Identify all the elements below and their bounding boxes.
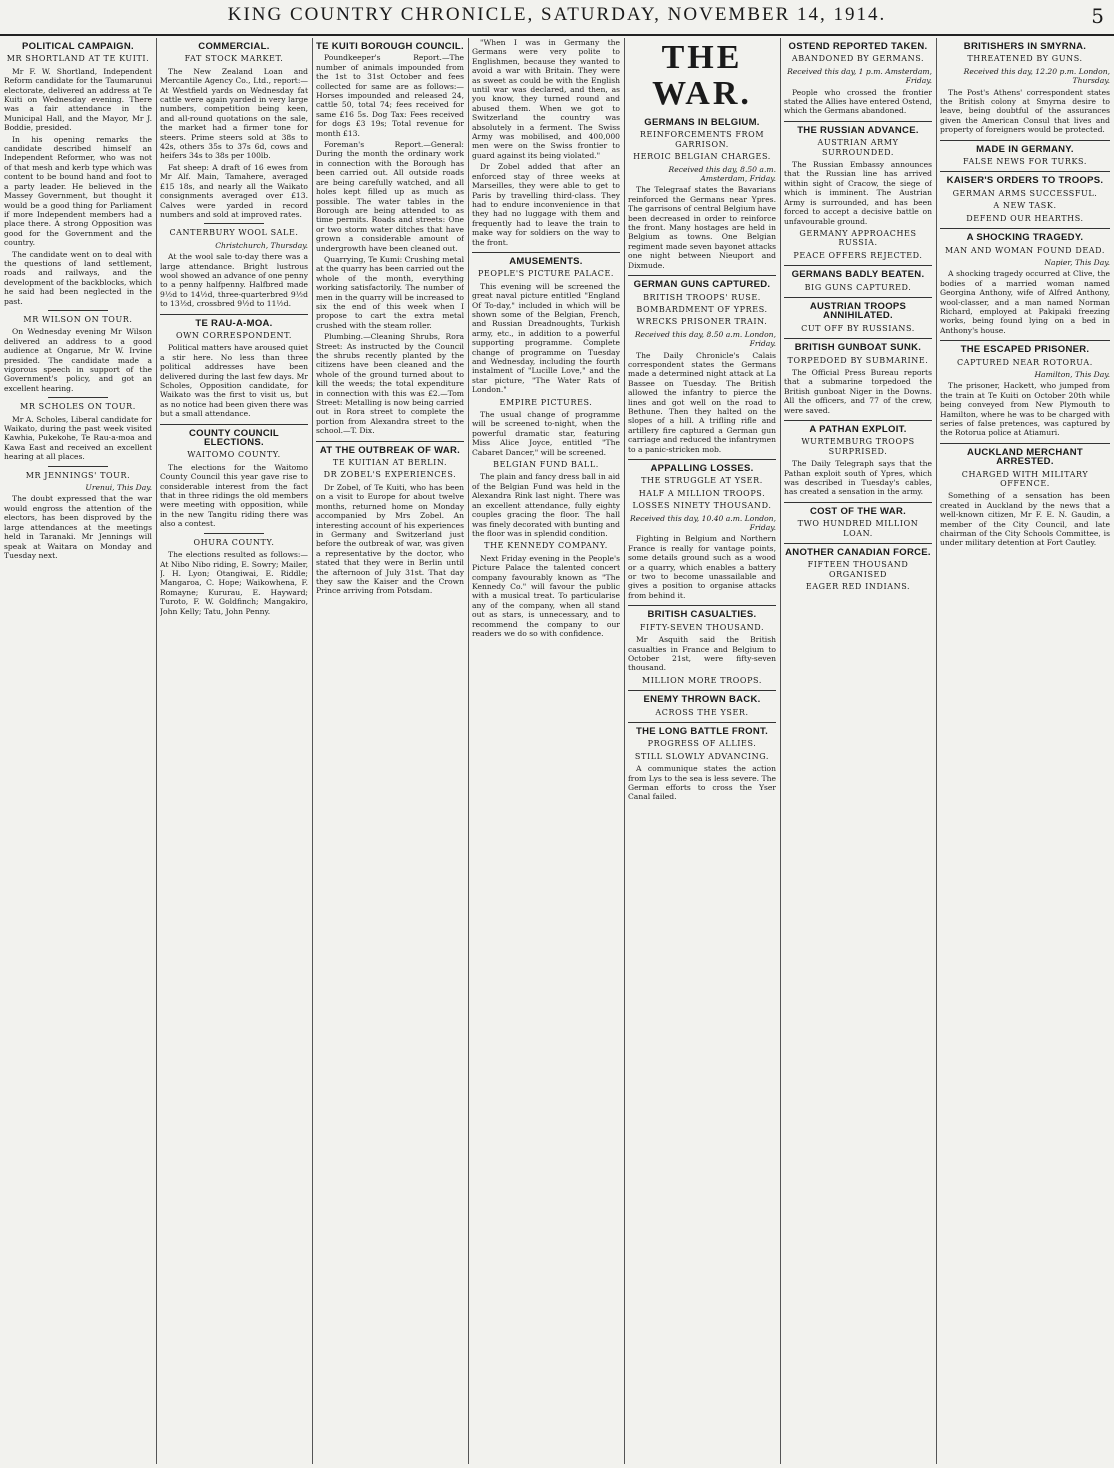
paragraph: A shocking tragedy occurred at Clive, the bodies of a married woman named Georgina Anthony, wife of Alfred Anthony, wool-classer, and a man named Norman Richard, employed at Pakipaki freezing works, being found lying on a bed in Anthony's house. <box>940 269 1110 335</box>
paragraph: The Post's Athens' correspondent states the British colony at Smyrna desire to leave, being doubtful of the assurances given the American Consul that lives and property of foreigners would be protected. <box>940 87 1110 135</box>
headline-pathan-exploit: A PATHAN EXPLOIT. <box>809 424 907 435</box>
divider <box>628 459 776 460</box>
subhead: FIFTY-SEVEN THOUSAND. <box>639 622 765 632</box>
paragraph: The New Zealand Loan and Mercantile Agency Co., Ltd., report:— At Westfield yards on Wednesday fat cattle were again yarded in very large numbers, competition being keen, and all-round quotations on the sale, the market had a firmer tone for steers. Prime steers sold at 38s to 42s, others 35s to 37s 6d, cows and heifers 34s to 38s per 100lb. <box>160 66 308 161</box>
dateline: Received this day, 8.50 a.m. London, Friday. <box>634 329 776 349</box>
headline-long-battle-front: THE LONG BATTLE FRONT. <box>635 725 769 737</box>
subhead: ACROSS THE YSER. <box>655 707 749 717</box>
subhead: FALSE NEWS FOR TURKS. <box>963 157 1087 167</box>
subhead: BELGIAN FUND BALL. <box>493 460 599 470</box>
subhead: FAT STOCK MARKET. <box>184 54 284 64</box>
paragraph: "When I was in Germany the Germans were very polite to Englishmen, because they wanted to avoid a war with Britain. They were as sweet as could be with the English until war was declared, and then, as you know, they turned round and abused them. When we got to Switzerland the country was absolutely in a ferment. The Swiss Army was mobilised, and 400,000 men were on the Swiss frontier to guard against its being violated." <box>472 38 620 160</box>
divider <box>160 314 308 315</box>
subhead: EMPIRE PICTURES. <box>499 397 593 407</box>
headline-political-campaign: POLITICAL CAMPAIGN. <box>22 41 134 52</box>
subhead: MR JENNINGS' TOUR. <box>25 470 131 480</box>
subhead: CAPTURED NEAR ROTORUA. <box>957 357 1093 367</box>
divider <box>48 310 107 311</box>
subhead: TE KUITIAN AT BERLIN. <box>332 458 448 468</box>
divider <box>784 297 932 298</box>
headline-german-guns-captured: GERMAN GUNS CAPTURED. <box>633 279 771 291</box>
paragraph: The plain and fancy dress ball in aid of the Belgian Fund was held in the Alexandra Rink last night. There was an excellent attendance, fully eighty couples gracing the floor. The hall was finely decorated with bunting and the floor was in splendid condition. <box>472 472 620 538</box>
column-3 <box>316 38 464 1464</box>
paragraph: Political matters have aroused quiet a stir here. No less than three political addresses have been delivered during the last few days. Mr Scholes, Opposition candidate, for Waikato was the first to visit us, but as no notice had been given there was but a small attendance. <box>160 343 308 419</box>
column-1 <box>4 38 152 1464</box>
divider <box>784 543 932 544</box>
subhead: PEOPLE'S PICTURE PALACE. <box>477 269 615 279</box>
headline-the-war: THE WAR. <box>652 39 752 112</box>
paragraph: Quarrying, Te Kumi: Crushing metal at the quarry has been carried out the whole of the month, everything working satisfactorily. The number of men in the quarry will be increased to six the end of this week when I propose to cart the extra metal crushed with the steam roller. <box>316 254 464 330</box>
divider <box>784 338 932 339</box>
divider <box>940 340 1110 341</box>
divider <box>784 265 932 266</box>
subhead: BRITISH TROOPS' RUSE. <box>643 292 761 302</box>
subhead: THE STRUGGLE AT YSER. <box>641 476 763 486</box>
divider <box>940 443 1110 444</box>
dateline: Received this day, 8.50 a.m. Amsterdam, Friday. <box>668 164 776 184</box>
subhead: REINFORCEMENTS FROM GARRISON. <box>639 130 765 149</box>
headline-escaped-prisoner: THE ESCAPED PRISONER. <box>960 344 1090 356</box>
divider <box>204 533 263 534</box>
paragraph: The Russian Embassy announces that the Russian line has arrived within sight of Cracow, the siege of which is imminent. The Austrian Army is surrounded, and has been forced to accept a decisive battle on unfavourable ground. <box>784 160 932 226</box>
headline-russian-advance: THE RUSSIAN ADVANCE. <box>797 124 919 136</box>
subhead: DEFEND OUR HEARTHS. <box>966 213 1084 223</box>
paragraph: On Wednesday evening Mr Wilson delivered an address to a good audience at Ongarue, Mr W. Irvine presided. The candidate made a vigorous speech in support of the Government's policy, and got an excellent hearing. <box>4 327 152 393</box>
paragraph: The elections for the Waitomo County Council this year gave rise to considerable interest from the fact that in three ridings the old members were meeting with opposition, while in the new Tangitu riding there was also a contest. <box>160 462 308 529</box>
newspaper-title: KING COUNTRY CHRONICLE, SATURDAY, NOVEMBER 14, 1914. <box>227 4 887 25</box>
subhead: OWN CORRESPONDENT. <box>175 330 293 340</box>
column-rule <box>156 38 157 1464</box>
divider <box>204 223 263 224</box>
subhead: OHURA COUNTY. <box>193 537 275 547</box>
subhead: HEROIC BELGIAN CHARGES. <box>633 152 771 162</box>
subhead: MAN AND WOMAN FOUND DEAD. <box>944 245 1106 255</box>
paragraph: Plumbing.—Cleaning Shrubs, Rora Street: As instructed by the Council the shrubs recently planted by the citizens have been cleaned and the whole of the ground turned about to kill the weeds; the total expenditure in connection with this was £2.—Tom Street: Metalling is now being carried out in Rora street to complete the portion from Alexandra street to the school.—T. Dix. <box>316 332 464 436</box>
subhead: WURTEMBURG TROOPS SURPRISED. <box>801 437 915 456</box>
divider <box>160 424 308 425</box>
headline-british-gunboat: BRITISH GUNBOAT SUNK. <box>794 342 922 354</box>
column-6 <box>784 38 932 1464</box>
subhead: MR SCHOLES ON TOUR. <box>20 402 136 412</box>
subhead: CANTERBURY WOOL SALE. <box>169 228 299 238</box>
paragraph: Fat sheep: A draft of 16 ewes from Mr Alf. Main, Tamahere, averaged £15 18s, and nearly all the Waikato consignments averaged over £13. Calves were yarded in record numbers and sold at improved rates. <box>160 162 308 219</box>
headline-borough-council: TE KUITI BOROUGH COUNCIL. <box>316 41 464 52</box>
paragraph: Poundkeeper's Report.—The number of animals impounded from the 1st to 31st October and fees collected for same are as follows:—Horses impounded and released 24, cattle 50, total 74; fees received for same £16 5s. Dog Tax: Fees received for dogs £3 19s; Total revenue for month £13. <box>316 53 464 138</box>
headline-cost-of-war: COST OF THE WAR. <box>809 505 907 517</box>
column-rule <box>780 38 781 1464</box>
column-rule <box>936 38 937 1464</box>
paragraph: People who crossed the frontier stated the Allies have entered Ostend, which the Germans abandoned. <box>784 87 932 116</box>
divider <box>472 252 620 253</box>
column-5 <box>628 38 776 1464</box>
divider <box>940 171 1110 172</box>
dateline: Received this day, 10.40 a.m. London, Friday. <box>630 513 776 533</box>
column-7 <box>940 38 1110 1464</box>
subhead: EAGER RED INDIANS. <box>805 582 911 592</box>
subhead: THREATENED BY GUNS. <box>967 54 1083 64</box>
dateline: Hamilton, This Day. <box>1034 369 1110 379</box>
subhead: ABANDONED BY GERMANS. <box>791 54 925 64</box>
headline-ostend-taken: OSTEND REPORTED TAKEN. <box>788 41 928 52</box>
headline-kaisers-orders: KAISER'S ORDERS TO TROOPS. <box>946 175 1104 187</box>
subhead: HALF A MILLION TROOPS. <box>638 488 766 498</box>
paragraph: At the wool sale to-day there was a large attendance. Bright lustrous wool showed an advance of one penny to a penny halfpenny. Halfbred made 9½d to 14½d, three-quarterbred 9½d to 13½d, crossbred 9½d to 11½d. <box>160 252 308 309</box>
paragraph: A communique states the action from Lys to the sea is less severe. The German efforts to cross the Yser Canal failed. <box>628 764 776 802</box>
headline-britishers-in-smyrna: BRITISHERS IN SMYRNA. <box>963 41 1087 52</box>
subhead: GERMANY APPROACHES RUSSIA. <box>799 228 917 248</box>
paragraph: The Daily Telegraph says that the Pathan exploit south of Ypres, which was described in Tuesday's cables, has created a sensation in the army. <box>784 459 932 497</box>
subhead: PEACE OFFERS REJECTED. <box>793 250 923 260</box>
paragraph: The candidate went on to deal with the questions of land settlement, roads and railways, and the development of the backblocks, which he said had been neglected in the past. <box>4 249 152 306</box>
subhead: AUSTRIAN ARMY SURROUNDED. <box>817 138 899 157</box>
column-rule <box>312 38 313 1464</box>
headline-amusements: AMUSEMENTS. <box>509 255 583 267</box>
divider <box>316 441 464 442</box>
headline-germans-badly-beaten: GERMANS BADLY BEATEN. <box>791 269 925 281</box>
dateline: Napier, This Day. <box>1044 257 1110 267</box>
subhead: MILLION MORE TROOPS. <box>642 675 762 685</box>
paragraph: In his opening remarks the candidate described himself an Independent Reformer, who was not of that mesh and kerb type which was content to be bound hand and foot to a party leader. He believed in the Massey Government, but thought it would be a good thing for Parliament if more Independent members had a place there. A strong Opposition was good for the Government and the country. <box>4 134 152 248</box>
paragraph: Dr Zobel added that after an enforced stay of three weeks at Marseilles, they were able to get to Paris by travelling third-class. They had to endure inconvenience in that they had no luggage with them and frequently had to leave the train to make way for soldiers on the way to the front. <box>472 162 620 247</box>
paragraph: This evening will be screened the great naval picture entitled "England Of To-day," included in which will be shown some of the Belgian, French, and Russian Dreadnoughts, Turkish army, etc., in addition to a powerful supporting programme. Complete change of programme on Tuesday and Wednesday, including the fourth instalment of "Lucille Love," and the star picture, "The Water Rats of London." <box>472 281 620 395</box>
divider <box>628 690 776 691</box>
divider <box>940 228 1110 229</box>
subhead: WRECKS PRISONER TRAIN. <box>636 317 768 327</box>
paragraph: Mr A. Scholes, Liberal candidate for Waikato, during the past week visited Kawhia, Pukekohe, Te Rau-a-moa and Kawa East and received an excellent hearing at all places. <box>4 414 152 462</box>
headline-enemy-thrown-back: ENEMY THROWN BACK. <box>643 694 761 706</box>
subhead: A NEW TASK. <box>993 201 1057 211</box>
subhead: PROGRESS OF ALLIES. <box>647 739 757 749</box>
subhead: MR WILSON ON TOUR. <box>23 314 133 324</box>
paragraph: Foreman's Report.—General: During the month the ordinary work in connection with the Borough has been carried out. All outside roads are being carefully watched, and all holes kept filled up as much as possible. The water tables in the Borough are being attended to as time permits. Roads and streets: One or two storm water ditches that have grown a considerable amount of undergrowth have been cleaned out. <box>316 140 464 253</box>
paragraph: Next Friday evening in the People's Picture Palace the talented concert company favourably known as "The Kennedy Co." will favour the public with a musical treat. To particularise any of the company, when all stand out as stars, is unnecessary, and to recommend the company to our readers we do so with confidence. <box>472 553 620 638</box>
divider <box>48 397 107 398</box>
paragraph: The elections resulted as follows:— At Nibo Nibo riding, E. Sowry; Mailer, J. H. Lyon; Otangiwai, E. Riddle; Mangaroa, C. Hope; Waikowhena, F. Romayne; Kururau, E. Hayward; Turoto, F. W. Goldfinch; Mangakiro, John Kelly; Tatu, John Penny. <box>160 550 308 616</box>
subhead: STILL SLOWLY ADVANCING. <box>634 751 770 761</box>
subhead: DR ZOBEL'S EXPERIENCES. <box>323 470 457 480</box>
column-2 <box>160 38 308 1464</box>
subhead: GERMAN ARMS SUCCESSFUL. <box>952 188 1098 198</box>
headline-british-casualties: BRITISH CASUALTIES. <box>647 609 757 621</box>
subhead: BOMBARDMENT OF YPRES. <box>636 304 768 314</box>
paragraph: The prisoner, Hackett, who jumped from the train at Te Kuiti on October 20th while being conveyed from New Plymouth to Hamilton, where he was to be charged with series of false pretences, was captured by the Rotorua police at Atiamuri. <box>940 381 1110 438</box>
divider <box>628 275 776 276</box>
divider <box>784 502 932 503</box>
headline-te-rau-a-moa: TE RAU-A-MOA. <box>195 317 273 329</box>
page-columns <box>4 38 1110 1464</box>
headline-germans-in-belgium: GERMANS IN BELGIUM. <box>644 117 760 128</box>
dateline: Christchurch, Thursday. <box>215 240 308 250</box>
paragraph: The usual change of programme will be screened to-night, when the powerful dramatic star, featuring Miss Alice Joyce, entitled "The Cabaret Dancer," will be screened. <box>472 410 620 457</box>
headline-outbreak-of-war: AT THE OUTBREAK OF WAR. <box>319 444 461 456</box>
divider <box>48 466 107 467</box>
column-rule <box>468 38 469 1464</box>
subhead: CHARGED WITH MILITARY OFFENCE. <box>961 469 1089 489</box>
headline-auckland-merchant: AUCKLAND MERCHANT ARRESTED. <box>967 446 1083 468</box>
paragraph: Mr F. W. Shortland, Independent Reform candidate for the Taumarunui electorate, delivered an address at Te Kuiti on Wednesday evening. There was a fair attendance in the Municipal Hall, and the Mayor, Mr J. Boddie, presided. <box>4 66 152 133</box>
divider <box>628 722 776 723</box>
subhead: CUT OFF BY RUSSIANS. <box>801 323 915 333</box>
divider <box>628 605 776 606</box>
headline-county-council-elections: COUNTY COUNCIL ELECTIONS. <box>188 427 280 449</box>
subhead: TWO HUNDRED MILLION LOAN. <box>797 519 919 538</box>
paragraph: The Official Press Bureau reports that a submarine torpedoed the British gunboat Niger in the Downs. All the officers, and 77 of the crew, were saved. <box>784 367 932 415</box>
paragraph: The Daily Chronicle's Calais correspondent states the Germans made a determined night attack at La Bassee on Tuesday. The British allowed the infantry to pierce the lines and got well on the road to Bethune. Then they halted on the slopes of a hill. A trifling rifle and artillery fire captured a German gun carriage and reduced the infantrymen to a panic-stricken mob. <box>628 350 776 454</box>
column-rule <box>624 38 625 1464</box>
headline-canadian-force: ANOTHER CANADIAN FORCE. <box>785 547 931 559</box>
divider <box>940 140 1110 141</box>
subhead: BIG GUNS CAPTURED. <box>804 282 912 292</box>
column-4 <box>472 38 620 1464</box>
divider <box>784 420 932 421</box>
subhead: LOSSES NINETY THOUSAND. <box>632 501 772 511</box>
divider <box>784 121 932 122</box>
paragraph: The Telegraaf states the Bavarians reinforced the Germans near Ypres. The garrisons of central Belgium have been decreased in order to reinforce the front. Many hostages are held in Belgium as towns. One Belgian regiment made seven bayonet attacks one night between Nieuport and Dixmude. <box>628 185 776 270</box>
paragraph: Mr Asquith said the British casualties in France and Belgium to October 21st, were fifty-seven thousand. <box>628 635 776 673</box>
page-number: 5 <box>1091 4 1104 28</box>
dateline: Received this day, 1 p.m. Amsterdam, Friday. <box>787 66 932 86</box>
masthead <box>0 0 1114 36</box>
subhead: MR SHORTLAND AT TE KUITI. <box>6 54 150 64</box>
subhead: WAITOMO COUNTY. <box>187 450 281 460</box>
headline-appalling-losses: APPALLING LOSSES. <box>650 463 754 474</box>
subhead: THE KENNEDY COMPANY. <box>484 541 608 551</box>
dateline: Received this day, 12.20 p.m. London, Thursday. <box>963 66 1110 86</box>
headline-austrian-troops: AUSTRIAN TROOPS ANNIHILATED. <box>809 300 907 322</box>
headline-made-in-germany: MADE IN GERMANY. <box>976 143 1074 155</box>
paragraph: Something of a sensation has been created in Auckland by the news that a well-known citizen, Mr F. E. N. Gaudin, a member of the City Council, and late chairman of the City Schools Committee, is under military detention at Fort Cautley. <box>940 491 1110 548</box>
dateline: Urenui, This Day. <box>85 483 152 493</box>
paragraph: Fighting in Belgium and Northern France is really for vantage points, some details ground such as a wood or a quarry, which enables a battery or two to become unassailable and gives a position to organise attacks from behind it. <box>628 534 776 600</box>
headline-shocking-tragedy: A SHOCKING TRAGEDY. <box>966 232 1084 244</box>
paragraph: Dr Zobel, of Te Kuiti, who has been on a visit to Europe for about twelve months, returned home on Monday accompanied by Mrs Zobel. An interesting account of his experiences in Germany and Switzerland just before the outbreak of war, was given a representative by the doctor, who stated that they were in Berlin until the afternoon of July 31st. That day they saw the Kaiser and the Crown Prince arriving from Potsdam. <box>316 482 464 596</box>
subhead: TORPEDOED BY SUBMARINE. <box>787 355 929 365</box>
headline-commercial: COMMERCIAL. <box>198 41 270 52</box>
subhead: FIFTEEN THOUSAND ORGANISED <box>807 560 909 579</box>
paragraph: The doubt expressed that the war would engross the attention of the electors, has been disproved by the large attendances at the meetings held in Taranaki. Mr Jennings will speak at Waitara on Monday and Tuesday next. <box>4 494 152 560</box>
